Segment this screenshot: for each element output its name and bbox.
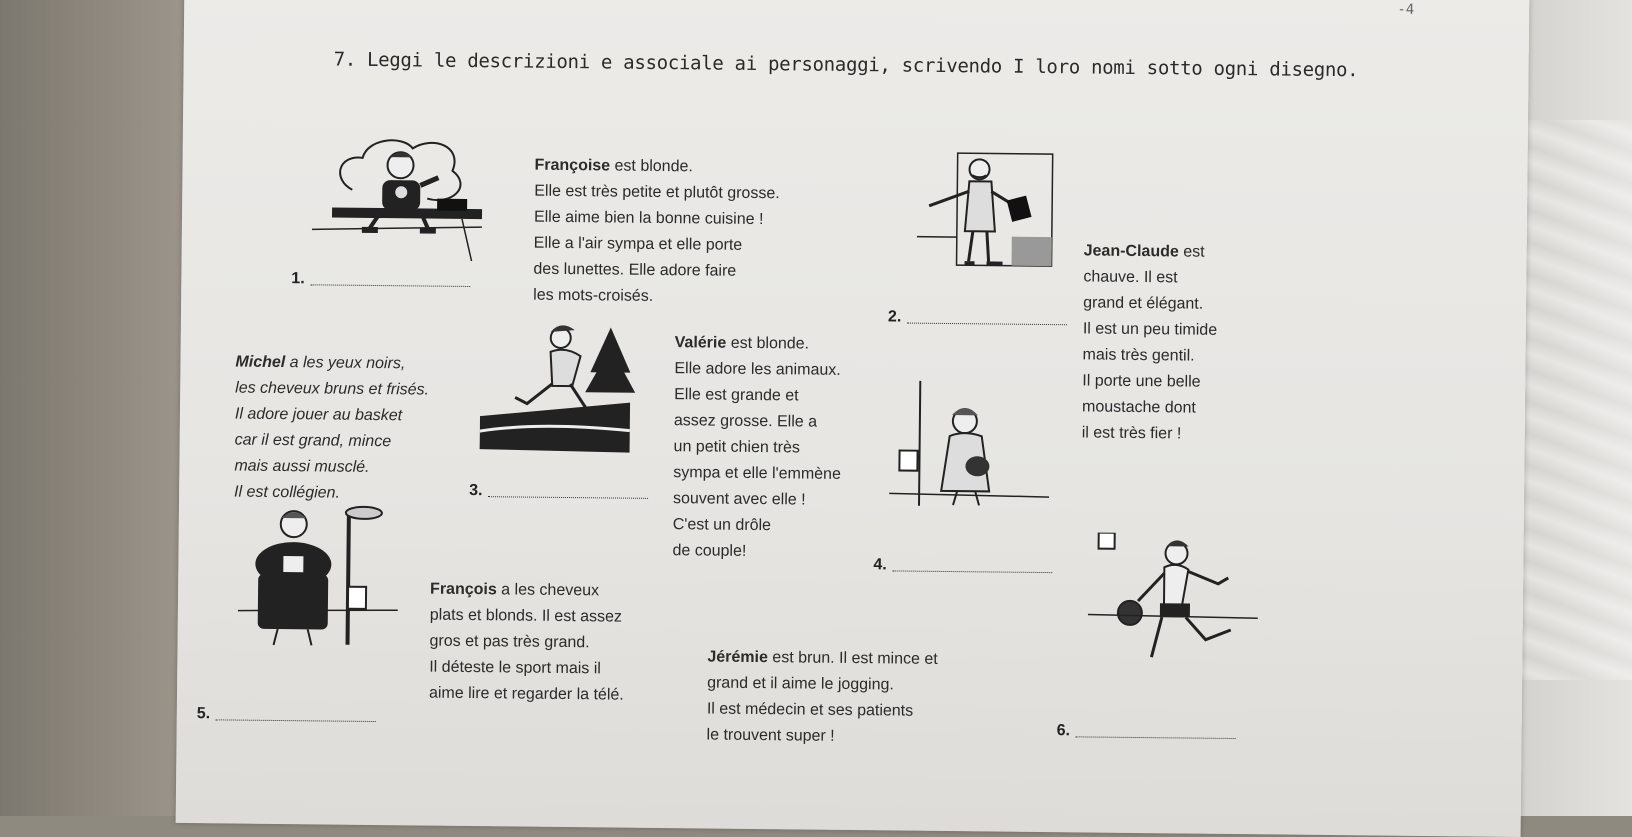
answer-number: 1. xyxy=(291,270,305,288)
character-name: Françoise xyxy=(534,157,610,175)
answer-slot-1[interactable] xyxy=(291,270,471,290)
description-text: est brun. Il est mince et grand et il aime le jogging. Il est médecin et ses patients le trouvent super ! xyxy=(706,649,937,745)
drawing-5-round-person xyxy=(237,504,399,656)
description-valerie xyxy=(672,304,842,566)
character-name: Valérie xyxy=(675,334,727,352)
character-name: Jean-Claude xyxy=(1084,242,1179,260)
worksheet-page xyxy=(176,0,1530,837)
drawing-1-girl-on-bench xyxy=(311,129,492,266)
description-text: a les yeux noirs, les cheveux bruns et frisés. Il adore jouer au basket car il est grand, mince mais aussi musclé. Il est collégien. xyxy=(234,354,429,502)
character-name: Michel xyxy=(235,354,285,372)
character-name: François xyxy=(430,581,497,599)
answer-slot-4[interactable] xyxy=(873,556,1053,576)
answer-number: 6. xyxy=(1057,722,1071,740)
answer-slot-6[interactable] xyxy=(1057,722,1237,742)
description-michel xyxy=(234,324,430,508)
answer-line[interactable] xyxy=(216,715,376,722)
drawing-2-man-at-door xyxy=(916,151,1057,287)
answer-line[interactable] xyxy=(488,492,648,499)
drawing-6-basketball-player xyxy=(1087,532,1259,684)
answer-line[interactable] xyxy=(311,280,471,287)
exercise-instruction: 7. Leggi le descrizioni e associale ai personaggi, scrivendo I loro nomi sotto ogni disegno. xyxy=(334,49,1359,82)
answer-line[interactable] xyxy=(893,566,1053,573)
answer-line[interactable] xyxy=(907,319,1067,326)
description-francois xyxy=(429,551,625,709)
answer-slot-3[interactable] xyxy=(469,482,649,502)
answer-number: 3. xyxy=(469,482,483,500)
description-jeremie xyxy=(706,618,938,750)
answer-number: 4. xyxy=(873,556,887,574)
description-text: a les cheveux plats et blonds. Il est assez gros et pas très grand. Il déteste le sport mais il aime lire et regarder la télé. xyxy=(429,581,624,703)
description-text: est blonde. Elle adore les animaux. Elle est grande et assez grosse. Elle a un petit chien très sympa et elle l'emmène souvent avec elle ! C'est un drôle de couple! xyxy=(672,335,841,560)
answer-number: 2. xyxy=(888,308,902,326)
answer-slot-2[interactable] xyxy=(888,308,1068,328)
drawing-4-woman-with-basket xyxy=(889,380,1050,522)
description-francoise xyxy=(533,127,780,312)
drawing-3-jogger xyxy=(479,321,641,473)
answer-line[interactable] xyxy=(1076,732,1236,739)
answer-slot-5[interactable] xyxy=(197,705,377,725)
description-text: est blonde. Elle est très petite et plutôt grosse. Elle aime bien la bonne cuisine ! Elle a l'air sympa et elle porte des lunettes. Elle adore faire les mots-croisés. xyxy=(533,157,780,304)
answer-number: 5. xyxy=(197,705,211,723)
description-jean-claude xyxy=(1082,212,1219,447)
page-number: -4 xyxy=(1397,2,1414,18)
character-name: Jérémie xyxy=(707,648,768,666)
description-text: est chauve. Il est grand et élégant. Il est un peu timide mais très gentil. Il porte une belle moustache dont il est très fier ! xyxy=(1082,243,1218,442)
